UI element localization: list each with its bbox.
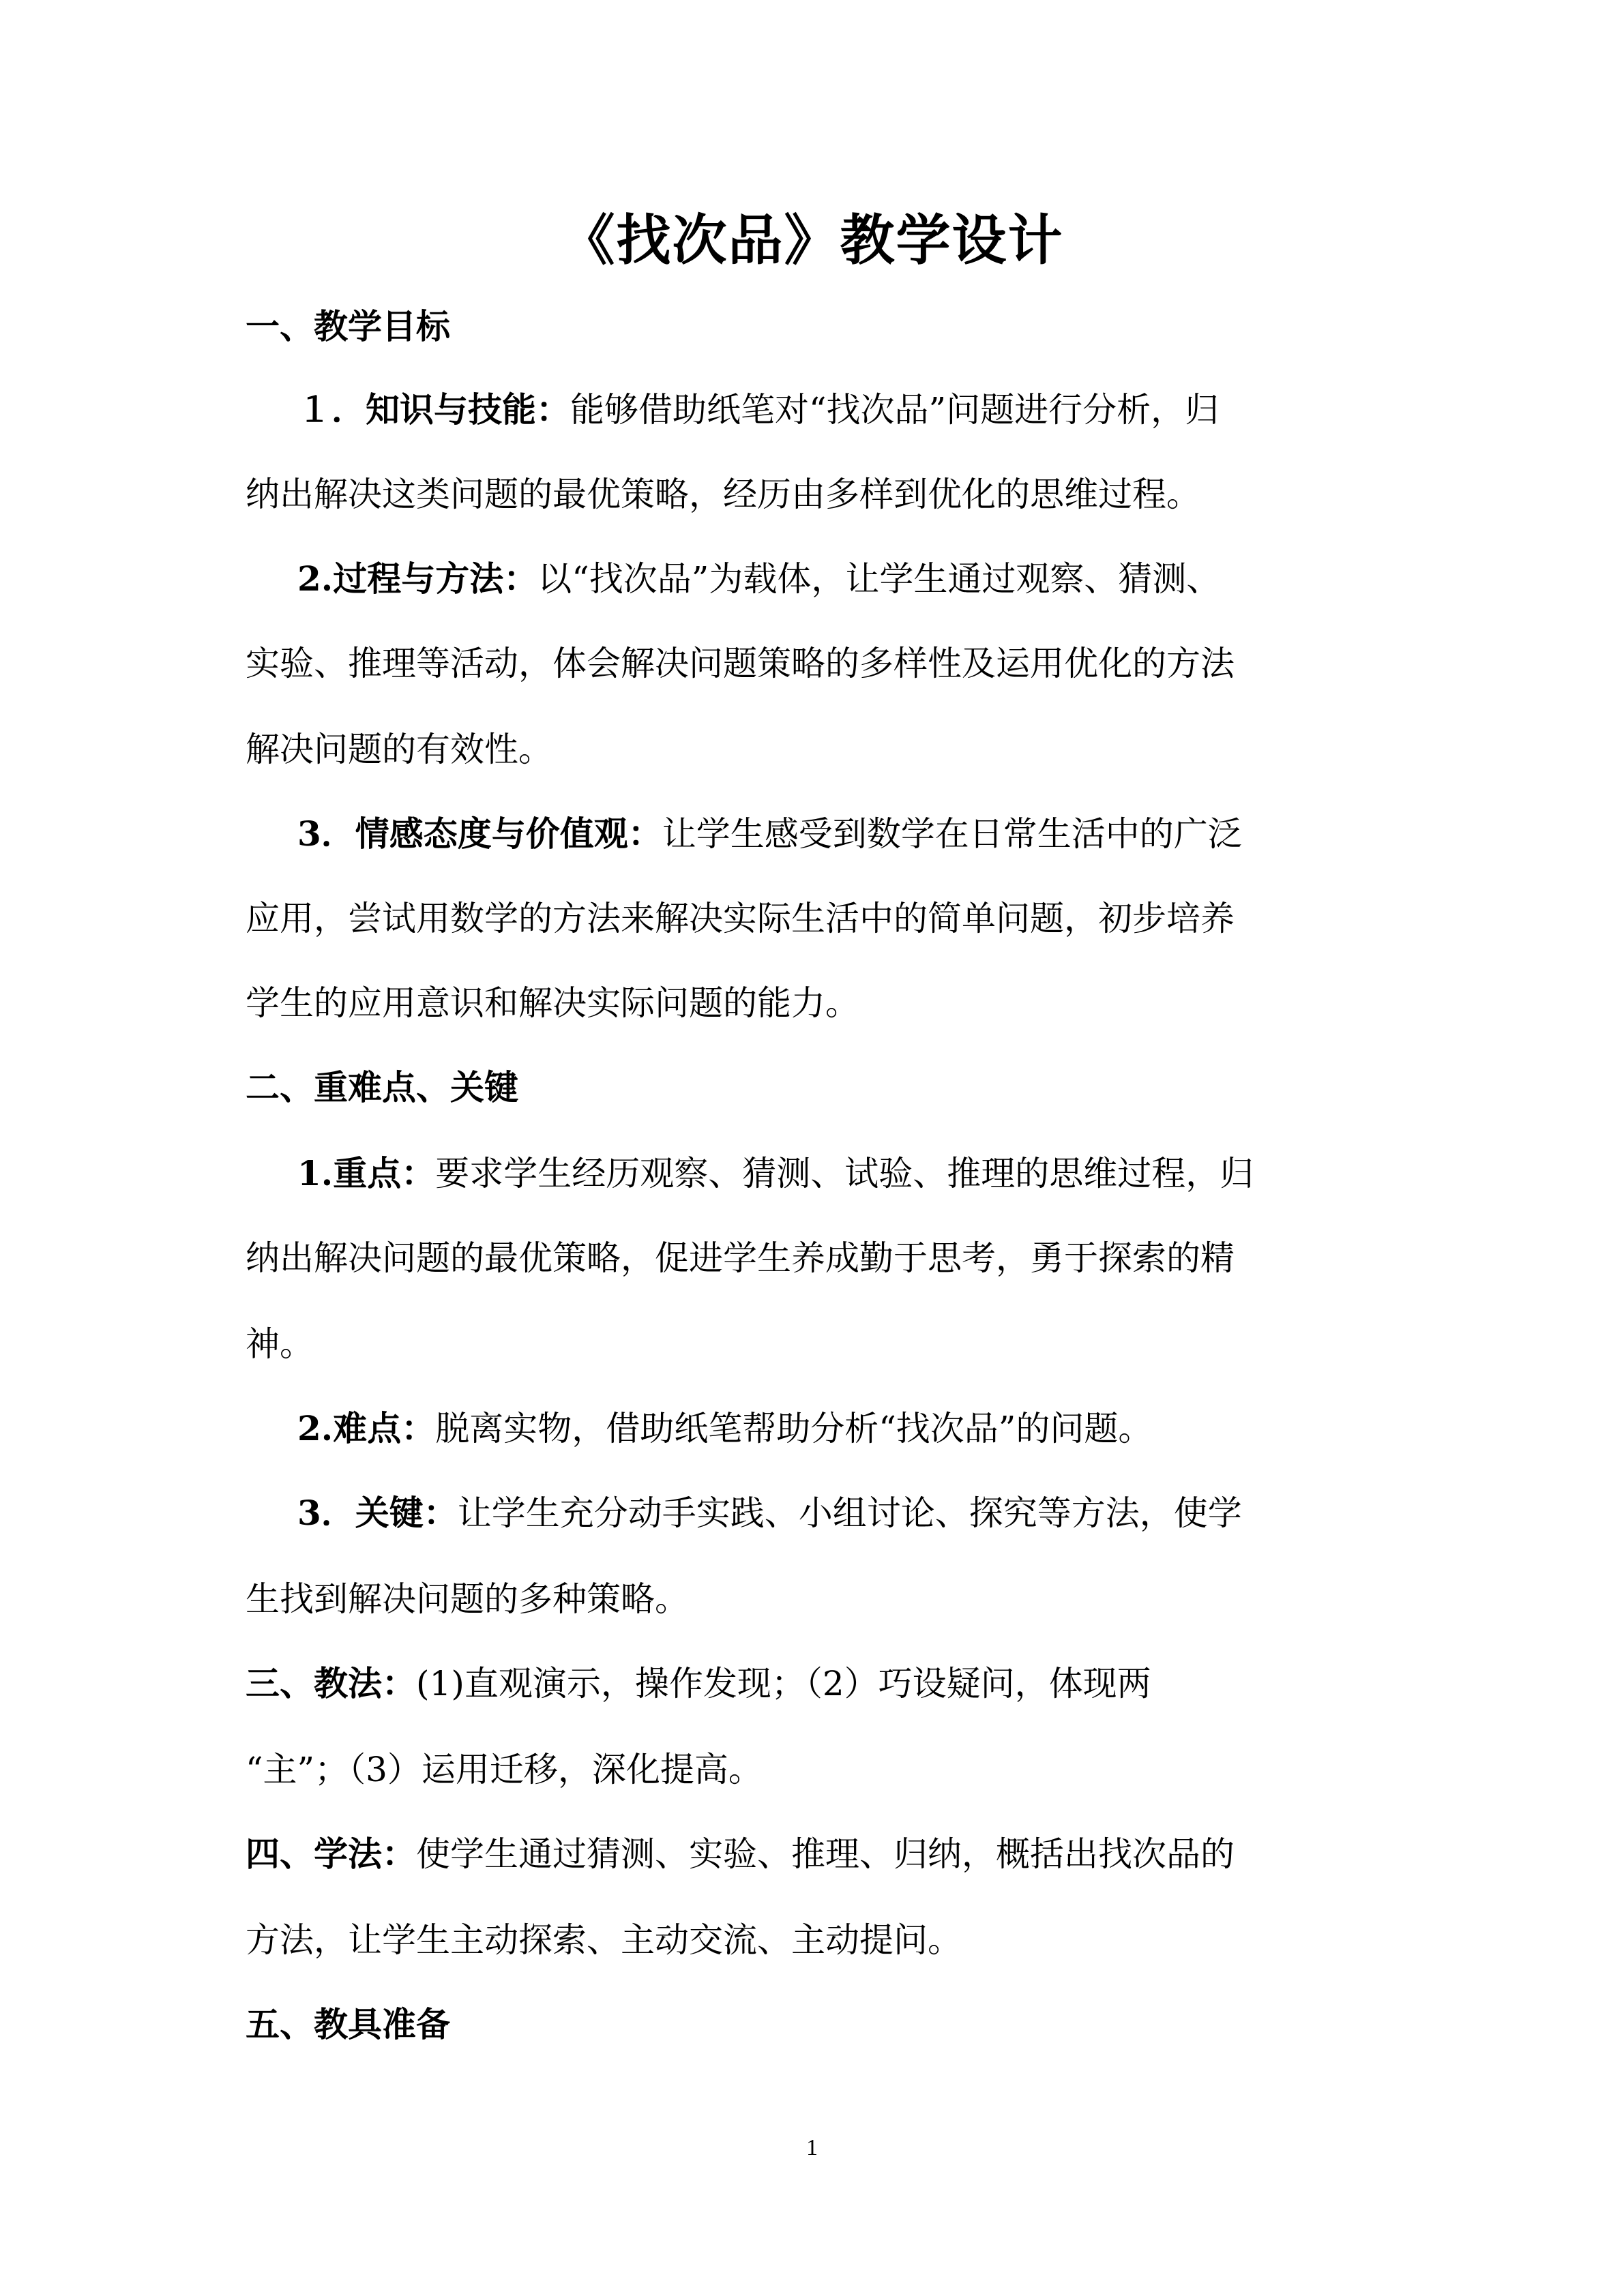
section-heading-key-points: 二、重难点、关键 [246, 1067, 518, 1107]
paragraph-difficulty [297, 1405, 1430, 1452]
paragraph-attitude-values [297, 810, 1430, 858]
paragraph-focus [297, 1150, 1430, 1197]
paragraph-teaching-methods [246, 1660, 1378, 1708]
section-heading-objectives: 一、教学目标 [246, 306, 450, 346]
paragraph-process-methods [297, 555, 1430, 603]
text-line: 纳出解决这类问题的最优策略，经历由多样到优化的思维过程。 [246, 475, 1200, 514]
section-heading-learning-methods: 四、学法： [246, 1834, 416, 1874]
section-heading-teaching-aids: 五、教具准备 [246, 2004, 450, 2044]
text-line: 脱离实物，借助纸笔帮助分析“找次品”的问题。 [435, 1409, 1153, 1448]
text-line: (1)直观演示，操作发现；（2）巧设疑问，体现两 [416, 1664, 1151, 1703]
text-line: 让学生感受到数学在日常生活中的广泛 [662, 814, 1242, 854]
text-line: 方法，让学生主动探索、主动交流、主动提问。 [246, 1920, 962, 1960]
text-line: 让学生充分动手实践、小组讨论、探究等方法，使学 [457, 1493, 1242, 1533]
text-line: 神。 [246, 1324, 314, 1364]
label-focus: 1.重点： [297, 1153, 436, 1193]
paragraph-knowledge-skills [297, 386, 1430, 434]
label-key: 3．关键： [297, 1493, 458, 1533]
text-line: 能够借助纸笔对“找次品”问题进行分析，归 [570, 390, 1220, 430]
text-line: 生找到解决问题的多种策略。 [246, 1579, 689, 1619]
text-line: 解决问题的有效性。 [246, 730, 552, 769]
text-line: 应用，尝试用数学的方法来解决实际生活中的简单问题，初步培养 [246, 899, 1235, 938]
text-line: 实验、推理等活动，体会解决问题策略的多样性及运用优化的方法 [246, 644, 1235, 683]
page-number: 1 [806, 2135, 818, 2160]
label-difficulty: 2.难点： [297, 1408, 436, 1448]
text-line: 学生的应用意识和解决实际问题的能力。 [246, 983, 859, 1023]
section-heading-teaching-methods: 三、教法： [246, 1663, 416, 1703]
label-process-methods: 2.过程与方法： [297, 558, 538, 599]
document-title: 《找次品》教学设计 [560, 208, 1064, 272]
label-attitude-values: 3．情感态度与价值观： [297, 814, 662, 854]
text-line: 纳出解决问题的最优策略，促进学生养成勤于思考，勇于探索的精 [246, 1238, 1235, 1278]
text-line: “主”；（3）运用迁移，深化提高。 [246, 1750, 763, 1789]
paragraph-key [297, 1489, 1430, 1537]
text-line: 要求学生经历观察、猜测、试验、推理的思维过程，归 [435, 1154, 1254, 1193]
label-knowledge-skills: １．知识与技能： [297, 389, 570, 430]
text-line: 以“找次品”为载体，让学生通过观察、猜测、 [537, 559, 1221, 599]
text-line: 使学生通过猜测、实验、推理、归纳，概括出找次品的 [416, 1834, 1235, 1874]
paragraph-learning-methods [246, 1830, 1378, 1878]
